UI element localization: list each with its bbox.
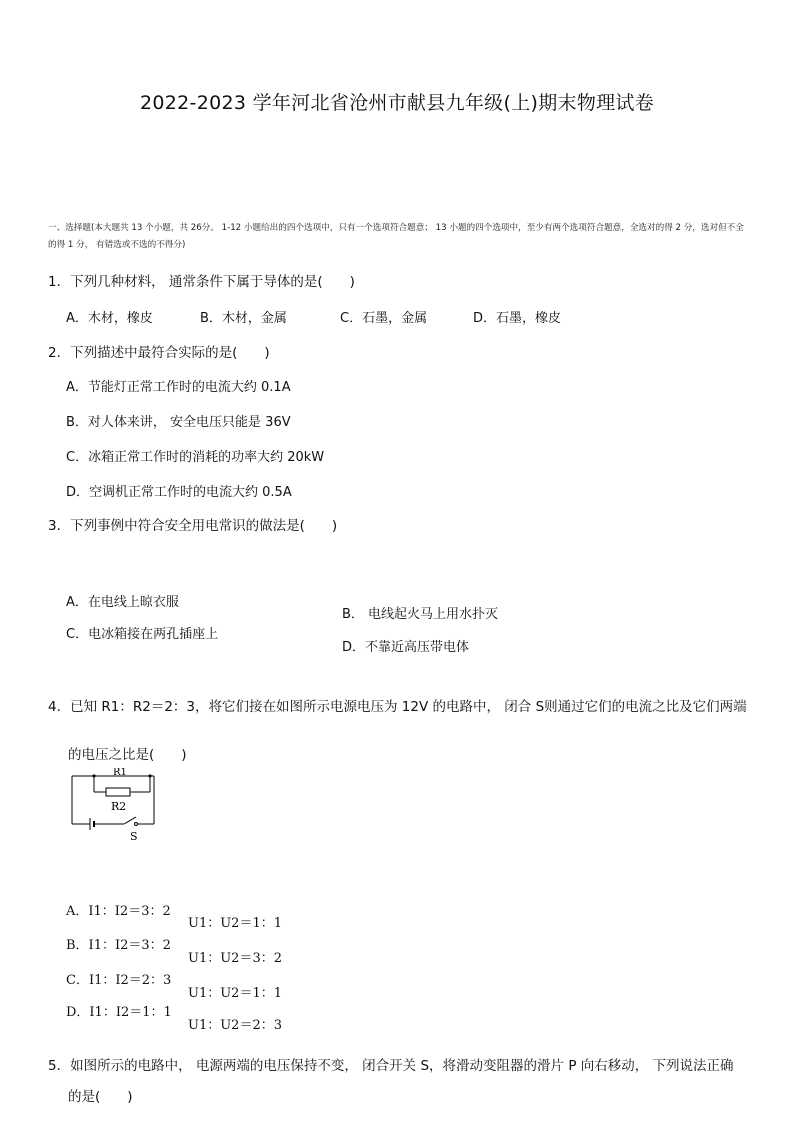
question-2-option-d[interactable]: D．空调机正常工作时的电流大约 0.5A (66, 485, 292, 500)
question-4-stem-line1: 4．已知 R1：R2＝2：3，将它们接在如图所示电源电压为 12V 的电路中， 闭合 S则通过它们的电流之比及它们两端 (48, 699, 747, 715)
question-1-option-d[interactable]: D．石墨，橡皮 (473, 311, 562, 326)
junction-dot (148, 774, 151, 777)
question-4-option-d-current[interactable]: D．I1：I2＝1：1 (66, 1005, 172, 1020)
question-4-option-d-voltage: U1：U2＝2：3 (188, 1018, 282, 1033)
junction-dot (92, 774, 95, 777)
question-2-stem: 2．下列描述中最符合实际的是( ) (48, 345, 270, 361)
resistor-r2-symbol (106, 788, 130, 796)
section-header: 一、选择题(本大题共 13 个小题，共 26分。 1-12 小题给出的四个选项中，只有一个选项符合题意； 13 小题的四个选项中，至少有两个选项符合题意，全选对的得 2 分，选对但不全的得 1 分， 有错选或不选的不得分) (48, 223, 744, 250)
question-4-option-b-voltage: U1：U2＝3：2 (188, 951, 282, 966)
question-3-option-d[interactable]: D．不靠近高压带电体 (342, 640, 470, 655)
question-2-option-a[interactable]: A．节能灯正常工作时的电流大约 0.1A (66, 380, 291, 395)
question-5-stem-line1: 5．如图所示的电路中， 电源两端的电压保持不变， 闭合开关 S，将滑动变阻器的滑片 P 向右移动， 下列说法正确 (48, 1058, 734, 1074)
question-3-option-c[interactable]: C．电冰箱接在两孔插座上 (66, 627, 219, 642)
question-4-option-c-current[interactable]: C．I1：I2＝2：3 (66, 973, 172, 988)
page-title: 2022-2023 学年河北省沧州市献县九年级(上)期末物理试卷 (139, 92, 655, 114)
question-5-stem-line2: 的是( ) (68, 1089, 133, 1105)
question-2-option-b[interactable]: B．对人体来讲， 安全电压只能是 36V (66, 415, 291, 430)
question-4-circuit-diagram (66, 768, 166, 846)
question-1-option-b[interactable]: B．木材，金属 (200, 311, 287, 326)
question-1-option-a[interactable]: A．木材，橡皮 (66, 311, 153, 326)
question-1-option-c[interactable]: C．石墨，金属 (340, 311, 428, 326)
question-3-stem: 3．下列事例中符合安全用电常识的做法是( ) (48, 518, 338, 534)
switch-contact (135, 823, 138, 826)
resistor-r2-label: R2 (111, 800, 127, 813)
question-1-stem: 1．下列几种材料， 通常条件下属于导体的是( ) (48, 274, 355, 290)
switch-blade (124, 817, 136, 824)
question-3-option-a[interactable]: A．在电线上晾衣服 (66, 595, 179, 610)
question-4-option-b-current[interactable]: B．I1：I2＝3：2 (66, 938, 171, 953)
question-4-option-c-voltage: U1：U2＝1：1 (188, 986, 282, 1001)
question-2-option-c[interactable]: C．冰箱正常工作时的消耗的功率大约 20kW (66, 450, 325, 465)
switch-label: S (130, 830, 138, 843)
question-3-option-b[interactable]: B． 电线起火马上用水扑灭 (342, 607, 499, 622)
resistor-r1-label: R1 (113, 768, 127, 778)
question-4-option-a-voltage: U1：U2＝1：1 (188, 916, 282, 931)
question-4-stem-line2: 的电压之比是( ) (68, 747, 187, 763)
question-4-option-a-current[interactable]: A．I1：I2＝3：2 (66, 904, 171, 919)
